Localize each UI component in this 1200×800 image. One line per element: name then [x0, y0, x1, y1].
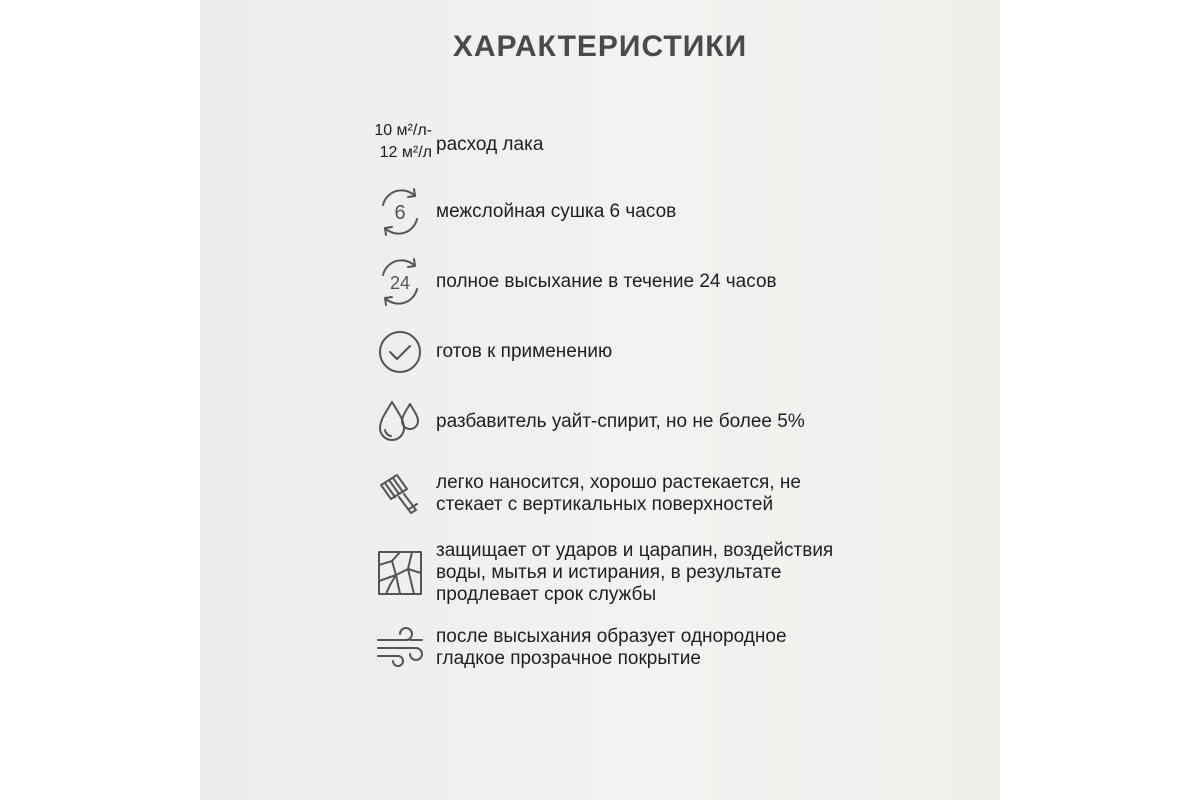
feature-full-drying	[368, 250, 856, 314]
feature-application	[368, 462, 856, 526]
coverage-rate-line1: 10 м²/л-	[374, 122, 432, 139]
feature-text: легко наносится, хорошо растекается, не стекает с вертикальных поверхностей	[436, 472, 801, 515]
feature-text: готов к применению	[436, 341, 613, 362]
feature-coating	[368, 616, 856, 680]
svg-text:24: 24	[389, 273, 411, 293]
wind-icon	[368, 616, 432, 680]
feature-text: расход лака	[436, 134, 544, 155]
svg-text:6: 6	[394, 202, 406, 224]
coverage-rate-value	[348, 120, 432, 164]
feature-thinner	[368, 390, 856, 454]
drying-24h-icon	[368, 250, 432, 314]
feature-ready	[368, 320, 856, 384]
feature-coverage	[368, 120, 543, 164]
page-title: ХАРАКТЕРИСТИКИ	[452, 30, 748, 63]
drying-6h-icon	[368, 180, 432, 244]
characteristics-card	[200, 0, 1000, 800]
feature-text: защищает от ударов и царапин, воздействия воды, мытья и истирания, в результате продлевает срок службы	[436, 540, 834, 605]
feature-text: полное высыхание в течение 24 часов	[436, 271, 777, 292]
feature-protection	[368, 540, 856, 606]
cracked-surface-icon	[368, 541, 432, 605]
checkmark-circle-icon	[368, 320, 432, 384]
feature-text: межслойная сушка 6 часов	[436, 201, 677, 222]
brush-icon	[368, 462, 432, 526]
drops-icon	[368, 390, 432, 454]
feature-text: разбавитель уайт-спирит, но не более 5%	[436, 411, 805, 432]
feature-text: после высыхания образует однородное гладкое прозрачное покрытие	[436, 626, 787, 669]
feature-interlayer-drying	[368, 180, 856, 244]
coverage-rate-line2: 12 м²/л	[379, 144, 432, 161]
